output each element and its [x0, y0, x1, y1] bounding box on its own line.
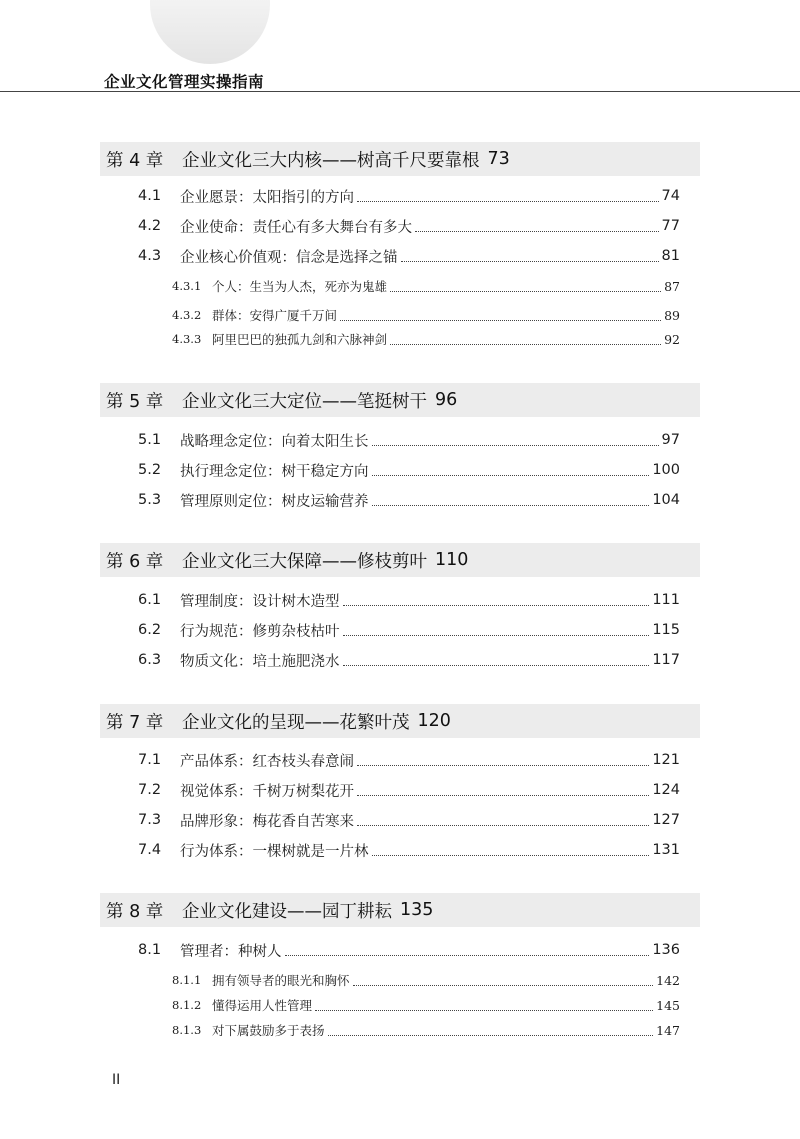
section-title: 行为规范：修剪杂枝枯叶	[180, 623, 340, 640]
section-entry[interactable]	[138, 836, 680, 864]
chapter-title: 企业文化三大定位——笔挺树干	[182, 391, 427, 412]
section-number: 4.1	[138, 188, 162, 204]
section-entry[interactable]	[138, 616, 680, 644]
section-number: 6.2	[138, 622, 162, 638]
section-page: 145	[656, 997, 680, 1013]
dot-leader	[353, 985, 654, 986]
section-number: 4.3.1	[172, 279, 202, 293]
subsection-entry[interactable]	[172, 325, 680, 353]
dot-leader	[357, 765, 649, 766]
section-number: 7.1	[138, 752, 162, 768]
section-page: 97	[661, 432, 680, 448]
header-rule	[0, 91, 800, 92]
chapter-page: 96	[435, 390, 458, 410]
section-page: 127	[652, 812, 680, 828]
dot-leader	[285, 955, 650, 956]
chapter-number: 第 4 章	[106, 150, 164, 171]
dot-leader	[401, 261, 659, 262]
section-page: 147	[656, 1022, 680, 1038]
dot-leader	[343, 665, 650, 666]
section-page: 121	[652, 752, 680, 768]
section-title: 企业愿景：太阳指引的方向	[180, 189, 354, 206]
section-title: 品牌形象：梅花香自苦寒来	[180, 813, 354, 830]
section-number: 7.2	[138, 782, 162, 798]
chapter-title: 企业文化建设——园丁耕耘	[182, 901, 392, 922]
section-page: 131	[652, 842, 680, 858]
section-page: 104	[652, 492, 680, 508]
section-page: 81	[661, 248, 680, 264]
book-title: 企业文化管理实操指南	[104, 73, 265, 91]
section-number: 4.3	[138, 248, 162, 264]
section-entry[interactable]	[138, 776, 680, 804]
section-title: 行为体系：一棵树就是一片林	[180, 843, 369, 860]
section-page: 111	[652, 592, 680, 608]
dot-leader	[390, 291, 661, 292]
section-entry[interactable]	[138, 936, 680, 964]
section-page: 136	[652, 942, 680, 958]
section-title: 物质文化：培土施肥浇水	[180, 653, 340, 670]
section-page: 115	[652, 622, 680, 638]
section-entry[interactable]	[138, 182, 680, 210]
section-page: 89	[664, 307, 680, 323]
section-title: 视觉体系：千树万树梨花开	[180, 783, 354, 800]
section-number: 5.2	[138, 462, 162, 478]
dot-leader	[357, 795, 649, 796]
section-title: 懂得运用人性管理	[212, 998, 313, 1013]
section-title: 群体：安得广厦千万间	[212, 308, 338, 323]
section-title: 管理者：种树人	[180, 943, 282, 960]
section-title: 企业使命：责任心有多大舞台有多大	[180, 219, 412, 236]
dot-leader	[315, 1010, 653, 1011]
section-number: 8.1	[138, 942, 162, 958]
section-title: 对下属鼓励多于表扬	[212, 1023, 325, 1038]
subsection-entry[interactable]	[172, 1016, 680, 1044]
dot-leader	[372, 475, 650, 476]
chapter-number: 第 5 章	[106, 391, 164, 412]
section-title: 执行理念定位：树干稳定方向	[180, 463, 369, 480]
chapter-page: 73	[487, 149, 510, 169]
section-number: 4.3.2	[172, 308, 202, 322]
chapter-title: 企业文化三大内核——树高千尺要靠根	[182, 150, 480, 171]
chapter-page: 135	[400, 900, 434, 920]
section-number: 6.1	[138, 592, 162, 608]
dot-leader	[372, 505, 650, 506]
section-entry[interactable]	[138, 806, 680, 834]
section-title: 拥有领导者的眼光和胸怀	[212, 973, 350, 988]
chapter-number: 第 6 章	[106, 551, 164, 572]
section-page: 100	[652, 462, 680, 478]
section-page: 74	[661, 188, 680, 204]
chapter-title: 企业文化三大保障——修枝剪叶	[182, 551, 427, 572]
section-title: 个人：生当为人杰，死亦为鬼雄	[212, 279, 388, 294]
chapter-page: 120	[417, 711, 451, 731]
section-entry[interactable]	[138, 426, 680, 454]
subsection-entry[interactable]	[172, 272, 680, 300]
subsection-entry[interactable]	[172, 966, 680, 994]
section-number: 6.3	[138, 652, 162, 668]
section-number: 5.3	[138, 492, 162, 508]
dot-leader	[372, 855, 650, 856]
chapter-entry[interactable]	[100, 704, 700, 738]
section-title: 阿里巴巴的独孤九剑和六脉神剑	[212, 332, 388, 347]
section-page: 124	[652, 782, 680, 798]
dot-leader	[415, 231, 659, 232]
section-page: 87	[664, 278, 680, 294]
chapter-number: 第 8 章	[106, 901, 164, 922]
section-number: 4.2	[138, 218, 162, 234]
page-number: II	[112, 1072, 121, 1088]
chapter-title: 企业文化的呈现——花繁叶茂	[182, 712, 410, 733]
section-title: 产品体系：红杏枝头春意闹	[180, 753, 354, 770]
chapter-page: 110	[435, 550, 469, 570]
section-entry[interactable]	[138, 242, 680, 270]
section-entry[interactable]	[138, 212, 680, 240]
section-page: 92	[664, 331, 680, 347]
chapter-entry[interactable]	[100, 893, 700, 927]
section-title: 战略理念定位：向着太阳生长	[180, 433, 369, 450]
chapter-entry[interactable]	[100, 543, 700, 577]
section-number: 8.1.3	[172, 1023, 202, 1037]
dot-leader	[357, 825, 649, 826]
page-header	[0, 0, 800, 100]
dot-leader	[343, 605, 650, 606]
section-number: 8.1.1	[172, 973, 202, 987]
dot-leader	[372, 445, 659, 446]
section-number: 7.3	[138, 812, 162, 828]
chapter-entry[interactable]	[100, 142, 700, 176]
header-decoration	[150, 0, 270, 64]
section-title: 管理原则定位：树皮运输营养	[180, 493, 369, 510]
section-page: 142	[656, 972, 680, 988]
subsection-entry[interactable]	[172, 991, 680, 1019]
section-number: 4.3.3	[172, 332, 202, 346]
section-title: 企业核心价值观：信念是选择之锚	[180, 249, 398, 266]
chapter-entry[interactable]	[100, 383, 700, 417]
section-page: 117	[652, 652, 680, 668]
section-entry[interactable]	[138, 486, 680, 514]
chapter-number: 第 7 章	[106, 712, 164, 733]
section-title: 管理制度：设计树木造型	[180, 593, 340, 610]
section-entry[interactable]	[138, 746, 680, 774]
section-number: 5.1	[138, 432, 162, 448]
section-number: 7.4	[138, 842, 162, 858]
dot-leader	[357, 201, 659, 202]
section-page: 77	[661, 218, 680, 234]
dot-leader	[343, 635, 650, 636]
dot-leader	[328, 1035, 654, 1036]
section-entry[interactable]	[138, 586, 680, 614]
section-entry[interactable]	[138, 646, 680, 674]
section-entry[interactable]	[138, 456, 680, 484]
dot-leader	[340, 320, 661, 321]
dot-leader	[390, 344, 661, 345]
section-number: 8.1.2	[172, 998, 202, 1012]
